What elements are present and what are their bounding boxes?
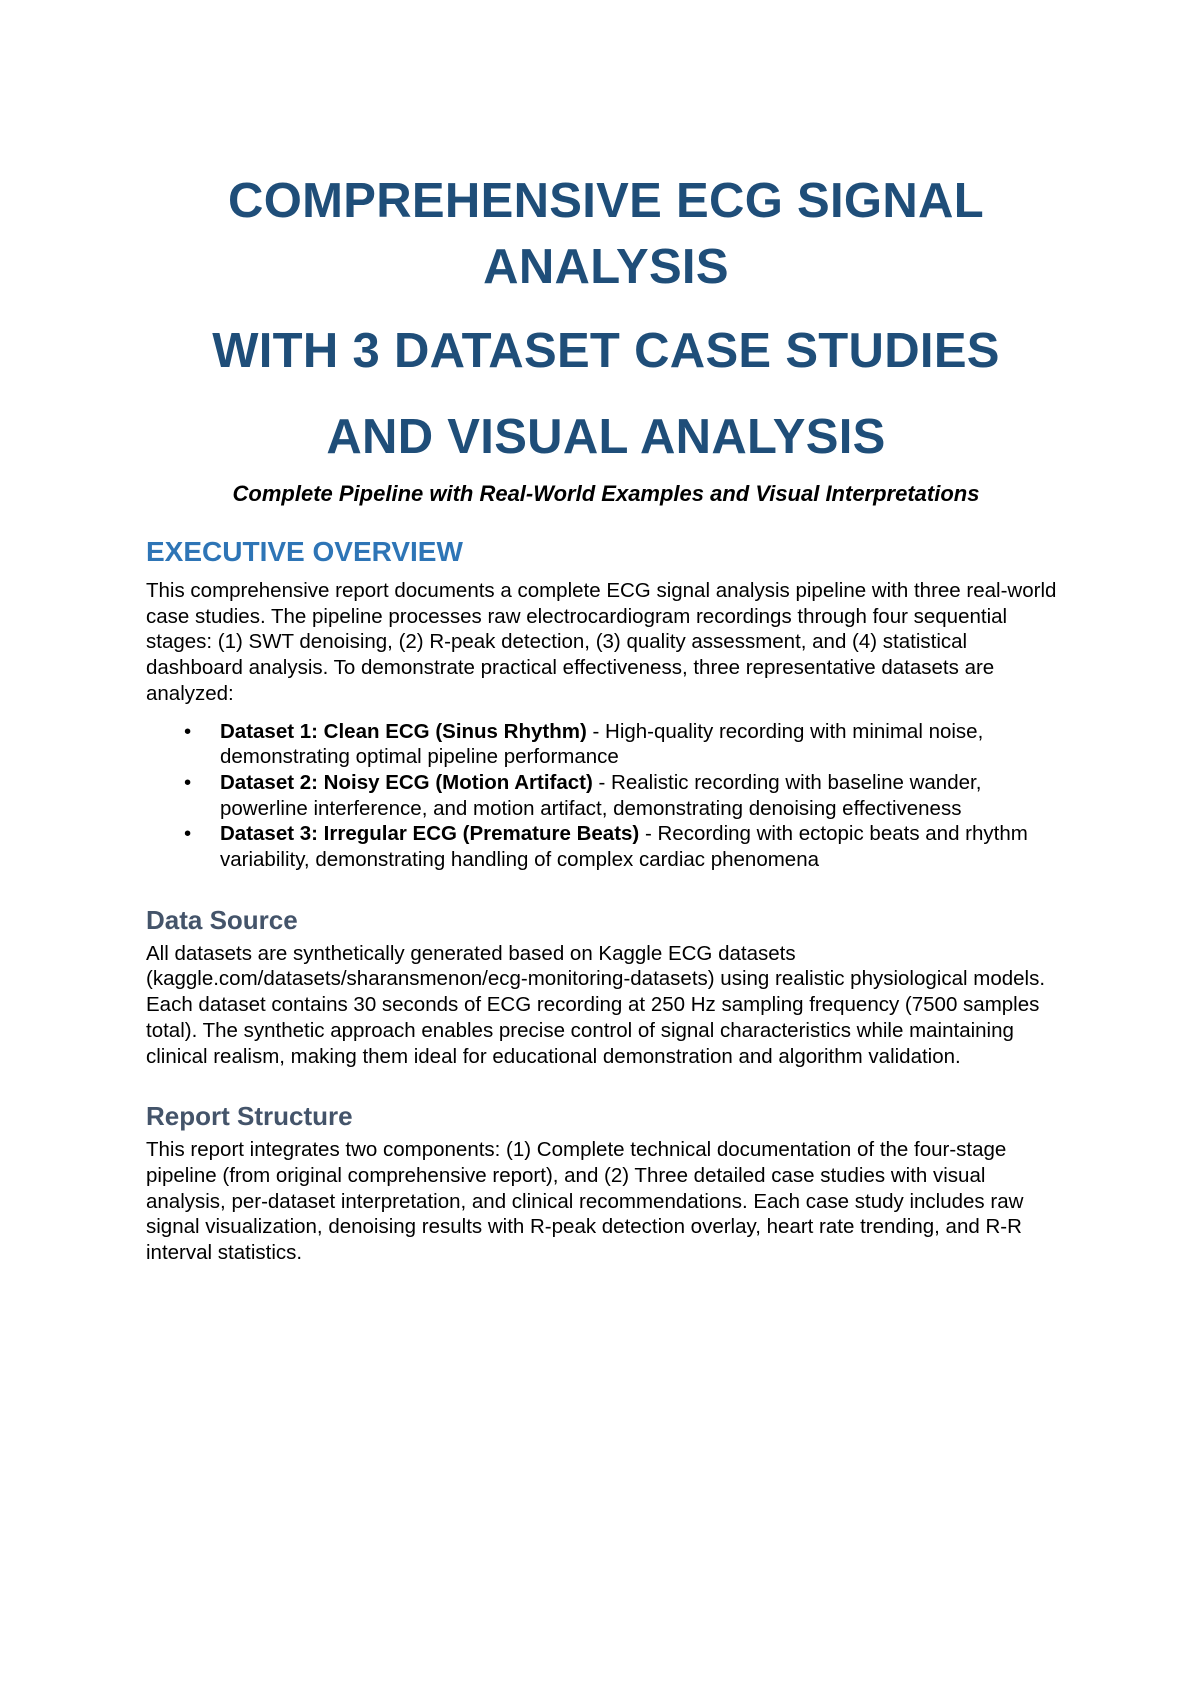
executive-overview-heading: EXECUTIVE OVERVIEW [146,536,463,567]
page-content [146,168,1066,1266]
report-structure-heading: Report Structure [146,1101,353,1132]
data-source-heading: Data Source [146,904,298,935]
dataset-bullet-3 [146,821,1066,872]
dataset-bullet-2 [146,770,1066,821]
dataset-bullet-text: - Realistic recording with baseline wander, powerline interference, and motion artifact, demonstrating denoising effectiveness [220,770,982,820]
dataset-bullet-1 [146,719,1066,770]
dataset-bullet-list [146,719,1066,873]
document-subtitle: Complete Pipeline with Real-World Examples and Visual Interpretations [232,481,980,506]
document-title-line-2: WITH 3 DATASET CASE STUDIES [212,324,1000,378]
report-structure-paragraph: This report integrates two components: (1) Complete technical documentation of the four-stage pipeline (from original comprehensive report), and (2) Three detailed case studies with visual analysis, per-dataset interpretation, and clinical recommendations. Each case study includes raw signal visualization, denoising results with R-peak detection overlay, heart rate trending, and R-R interval statistics. [146,1138,1024,1265]
bullet-icon: • [184,822,192,846]
dataset-bullet-text: - Recording with ectopic beats and rhythm variability, demonstrating handling of complex cardiac phenomena [220,822,1028,872]
data-source-paragraph: All datasets are synthetically generated based on Kaggle ECG datasets (kaggle.com/datasets/sharansmenon/ecg-monitoring-datasets) using realistic physiological models. Each dataset contains 30 seconds of ECG recording at 250 Hz sampling frequency (7500 samples total). The synthetic approach enables precise control of signal characteristics while maintaining clinical realism, making them ideal for educational demonstration and algorithm validation. [146,941,1046,1068]
dataset-bullet-lead: Dataset 1: Clean ECG (Sinus Rhythm) [220,719,587,743]
document-title-line-1: COMPREHENSIVE ECG SIGNAL ANALYSIS [228,174,984,294]
dataset-bullet-lead: Dataset 2: Noisy ECG (Motion Artifact) [220,770,593,794]
bullet-icon: • [184,770,192,794]
dataset-bullet-lead: Dataset 3: Irregular ECG (Premature Beats) [220,822,640,846]
document-title-line-3: AND VISUAL ANALYSIS [326,410,886,464]
executive-overview-paragraph: This comprehensive report documents a complete ECG signal analysis pipeline with three real-world case studies. The pipeline processes raw electrocardiogram recordings through four sequential stages: (1) SWT denoising, (2) R-peak detection, (3) quality assessment, and (4) statistical dashboard analysis. To demonstrate practical effectiveness, three representative datasets are analyzed: [146,579,1057,705]
dataset-bullet-text: - High-quality recording with minimal noise, demonstrating optimal pipeline performance [220,719,984,769]
bullet-icon: • [184,719,192,743]
